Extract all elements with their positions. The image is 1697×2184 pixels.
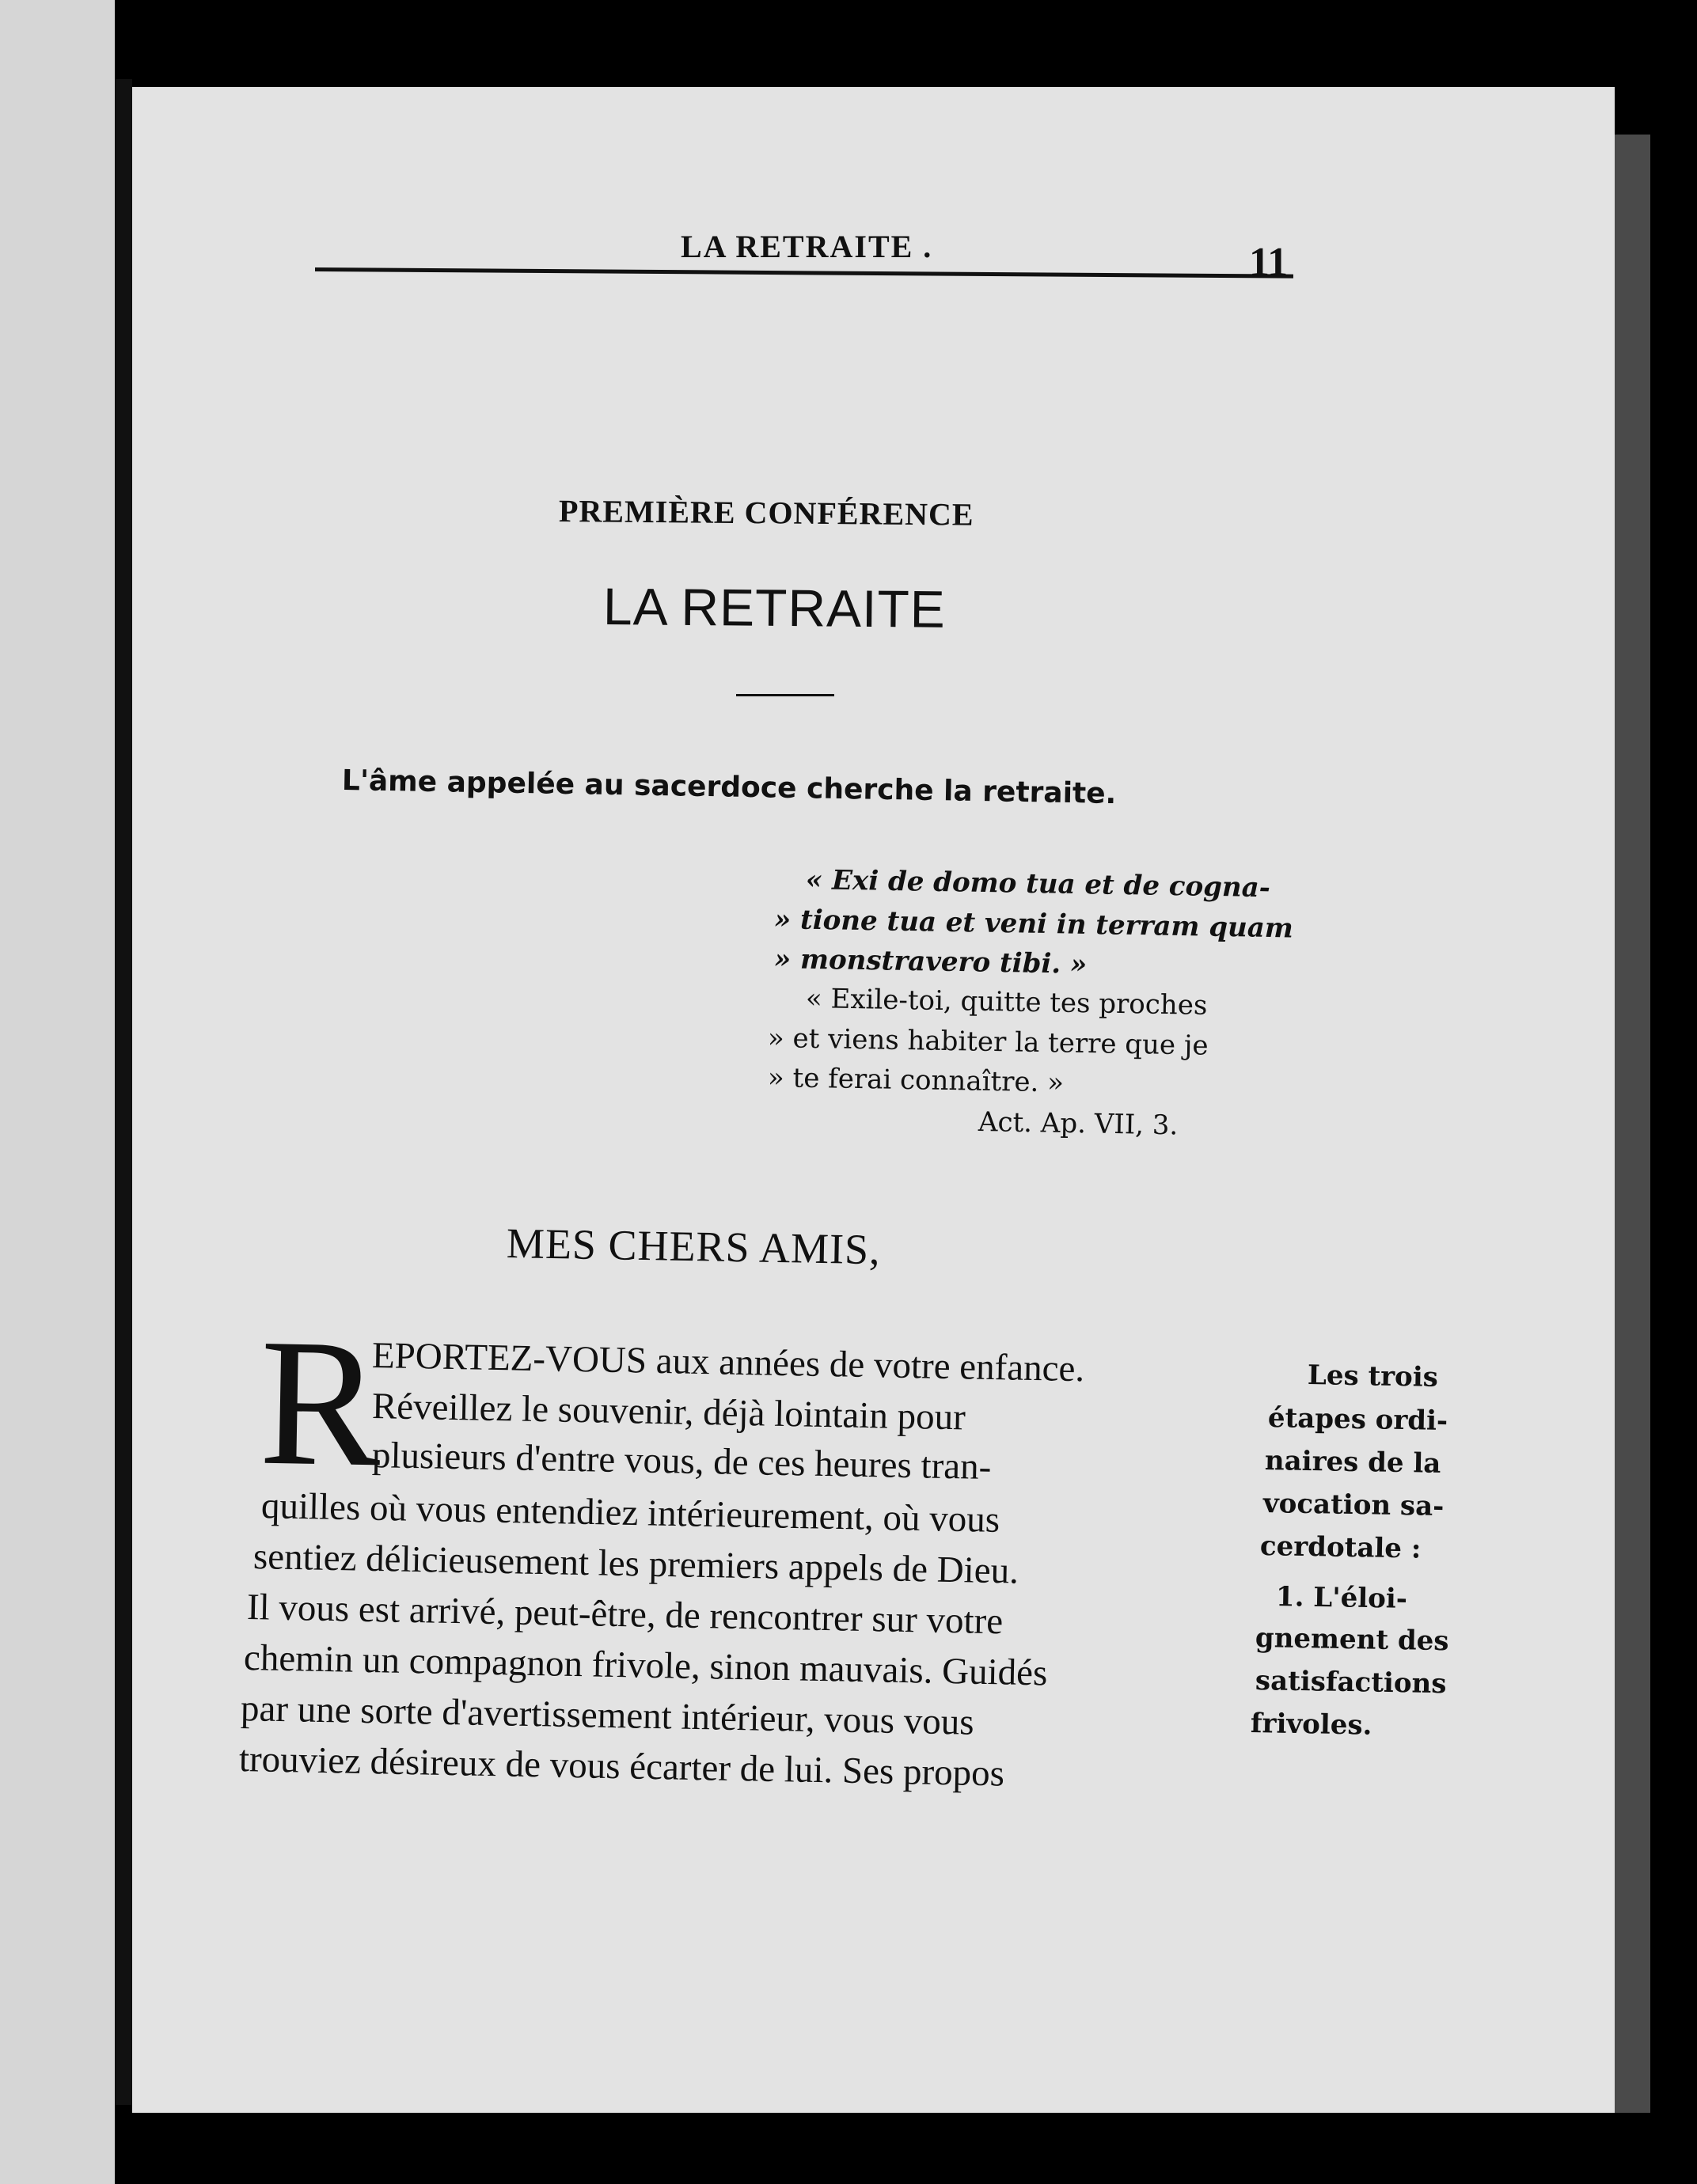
body-line: par une sorte d'avertissement intérieur, vous vous — [240, 1688, 975, 1743]
body-line: Il vous est arrivé, peut-être, de rencontrer sur votre — [246, 1587, 1004, 1643]
margin-note-line: naires de la — [1264, 1445, 1441, 1480]
margin-note-line: gnement des — [1255, 1622, 1449, 1658]
drop-cap: R — [257, 1300, 383, 1505]
chapter-subtitle: L'âme appelée au sacerdoce cherche la retraite. — [341, 764, 1117, 811]
body-line: sentiez délicieusement les premiers appels de Dieu. — [252, 1536, 1019, 1592]
epigraph-latin-line: » monstravero tibi. » — [773, 943, 1088, 980]
body-line: EPORTEZ-VOUS aux années de votre enfance. — [371, 1335, 1085, 1390]
body-line: plusieurs d'entre vous, de ces heures tran- — [371, 1435, 992, 1488]
margin-note-line: vocation sa- — [1262, 1488, 1445, 1522]
epigraph-latin-line: « Exi de domo tua et de cogna- — [805, 864, 1271, 904]
body-line: Réveillez le souvenir, déjà lointain pour — [371, 1386, 966, 1439]
epigraph-french-line: » et viens habiter la terre que je — [767, 1022, 1209, 1062]
body-line: chemin un compagnon frivole, sinon mauvais. Guidés — [243, 1637, 1048, 1694]
conference-heading: PREMIÈRE CONFÉRENCE — [558, 493, 974, 533]
adjacent-page-edge — [0, 0, 115, 2184]
salutation: MES CHERS AMIS, — [506, 1219, 882, 1274]
margin-note-line: Les trois — [1307, 1359, 1439, 1393]
epigraph-citation: Act. Ap. VII, 3. — [978, 1106, 1179, 1142]
margin-note-line: cerdotale : — [1259, 1530, 1422, 1565]
title-divider — [736, 694, 834, 696]
epigraph-latin-line: » tione tua et veni in terram quam — [773, 904, 1294, 945]
body-line: quilles où vous entendiez intérieurement, où vous — [260, 1485, 1000, 1541]
epigraph-french-line: » te ferai connaître. » — [767, 1062, 1065, 1099]
margin-note-line: étapes ordi- — [1267, 1402, 1448, 1437]
margin-note-line: frivoles. — [1250, 1708, 1372, 1742]
chapter-title: LA RETRAITE — [602, 577, 947, 639]
margin-note-line: 1. L'éloi- — [1275, 1581, 1408, 1615]
book-page — [132, 87, 1615, 2113]
book-gutter — [115, 79, 132, 2105]
epigraph-french-line: « Exile-toi, quitte tes proches — [805, 983, 1208, 1022]
running-header-title: LA RETRAITE . — [681, 229, 933, 264]
page-stack-edge — [1615, 135, 1650, 2113]
page-number: 11 — [1249, 240, 1289, 285]
margin-note-line: satisfactions — [1255, 1665, 1447, 1701]
body-line: trouviez désireux de vous écarter de lui. Ses propos — [238, 1738, 1005, 1795]
background-right — [1650, 0, 1697, 2184]
